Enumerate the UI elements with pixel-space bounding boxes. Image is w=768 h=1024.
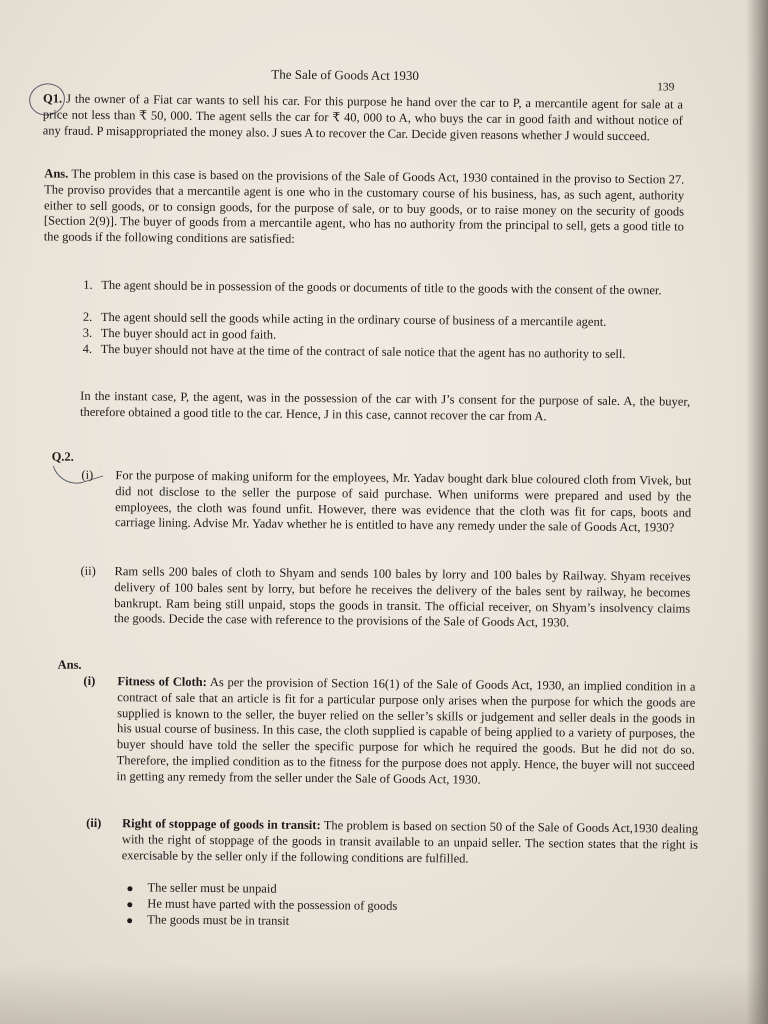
condition-2-text: The agent should sell the goods while acting in the ordinary course of business of a mercantile agent.: [100, 309, 607, 329]
question-1-text: J the owner of a Fiat car wants to sell his car. For this purpose he hand over the car to P, a mercantile agent for sale at a price not less than ₹ 50, 000. The agent sells the car for ₹ 40, 000 to A, who buys the car in good faith and without notice of any fraud. P misappropriated the money also. J sues A to recover the Car. Decide given reasons whether J would succeed.: [42, 91, 684, 143]
condition-2-number: 2.: [82, 309, 93, 324]
bullet-dot: [127, 886, 132, 891]
answer-2-label: Ans.: [57, 657, 82, 672]
question-1: [43, 91, 683, 145]
answer-2-part-2-text: The problem is based on section 50 of the Sale of Goods Act,1930 dealing with the right of stoppage of the goods in transit available to an unpaid seller. The section states that the right is exercisable by the seller only if the following conditions are fulfilled.: [121, 818, 699, 866]
question-2-part-2-number: (ii): [80, 563, 96, 578]
answer-2-part-2-number: (ii): [86, 815, 102, 831]
condition-bullet-3: The goods must be in transit: [147, 912, 290, 928]
page-bottom-shadow: [0, 964, 768, 1024]
question-2-part-2-text: Ram sells 200 bales of cloth to Shyam and sends 100 bales by lorry and 100 bales by Railway. Shyam receives delivery of 100 bales sent by lorry, but before he receives the delivery of the bales sent by railway, he becomes bankrupt. Ram being still unpaid, stops the goods in transit. The official receiver, on Shyam’s insolvency claims the goods. Decide the case with reference to the provisions of the Sale of Goods Act, 1930.: [114, 564, 691, 630]
condition-1-text: The agent should be in possession of the goods or documents of title to the goods with the consent of the owner.: [101, 277, 662, 298]
answer-2-part-1-heading: Fitness of Cloth:: [117, 674, 207, 690]
page-edge-shadow: [746, 0, 768, 1024]
answer-2-part-1: [116, 674, 695, 790]
answer-1-conclusion: In the instant case, P, the agent, was in the possession of the car with J’s consent for the purpose of sale. A, the buyer, therefore obtained a good title to the car. Hence, J in this case, cannot recover the car from A.: [79, 388, 691, 424]
answer-2-part-1-text: As per the provision of Section 16(1) of the Sale of Goods Act, 1930, an implied condition in a contract of sale that an article is fit for a particular purpose only arises when the purpose for which the goods are supplied is known to the seller, the buyer relied on the seller’s skills or judgement and seller deals in the goods in his usual course of business. In this case, the cloth supplied is capable of being applied to a variety of purposes, the buyer should have told the seller the specific purpose for which he required the goods. But he did not do so. Therefore, the implied condition as to the fitness for the purpose does not apply. Hence, the buyer will not succeed in getting any remedy from the seller under the Sale of Goods Act, 1930.: [116, 675, 696, 787]
answer-2-part-2: [122, 816, 698, 869]
question-1-label: Q1.: [42, 91, 63, 106]
question-2-label: Q.2.: [51, 449, 74, 464]
condition-bullet-1: The seller must be unpaid: [147, 880, 277, 896]
page-number: 139: [657, 81, 675, 94]
answer-2-part-2-heading: Right of stoppage of goods in transit:: [122, 816, 321, 833]
answer-1-label: Ans.: [44, 166, 69, 181]
condition-4-text: The buyer should not have at the time of the contract of sale notice that the agent has no authority to sell.: [100, 341, 626, 362]
question-2-part-1-text: For the purpose of making uniform for the employees, Mr. Yadav bought dark blue coloured cloth from Vivek, but did not disclose to the seller the purpose of said purchase. When uniforms were prepared and used by the employees, the cloth was found unfit. However, there was evidence that the cloth was fit for caps, boots and carriage lining. Advise Mr. Yadav whether he is entitled to have any remedy under the sale of Goods Act, 1930?: [114, 468, 692, 535]
answer-1-text: The problem in this case is based on the provisions of the Sale of Goods Act, 1930 contained in the proviso to Section 27. The proviso provides that a mercantile agent is one who in the customary course of his business, has, as such agent, authority either to sell goods, or to consign goods, for the purpose of sale, or to buy goods, or to raise money on the security of goods [Section 2(9)]. The buyer of goods from a mercantile agent, who has no authority from the principal to sell, gets a good title to the goods if the following conditions are satisfied:: [43, 166, 685, 247]
running-header: The Sale of Goods Act 1930: [271, 66, 420, 84]
condition-bullet-2: He must have parted with the possession of goods: [147, 896, 398, 913]
answer-1-intro: [44, 166, 685, 251]
question-2-part-1-number: (i): [81, 467, 94, 482]
bullet-dot: [127, 918, 132, 923]
answer-2-part-1-number: (i): [83, 673, 96, 688]
condition-1-number: 1.: [83, 277, 93, 292]
condition-3-number: 3.: [82, 325, 93, 340]
condition-4-number: 4.: [82, 341, 93, 356]
bullet-dot: [127, 902, 132, 907]
condition-3-text: The buyer should act in good faith.: [100, 325, 277, 342]
